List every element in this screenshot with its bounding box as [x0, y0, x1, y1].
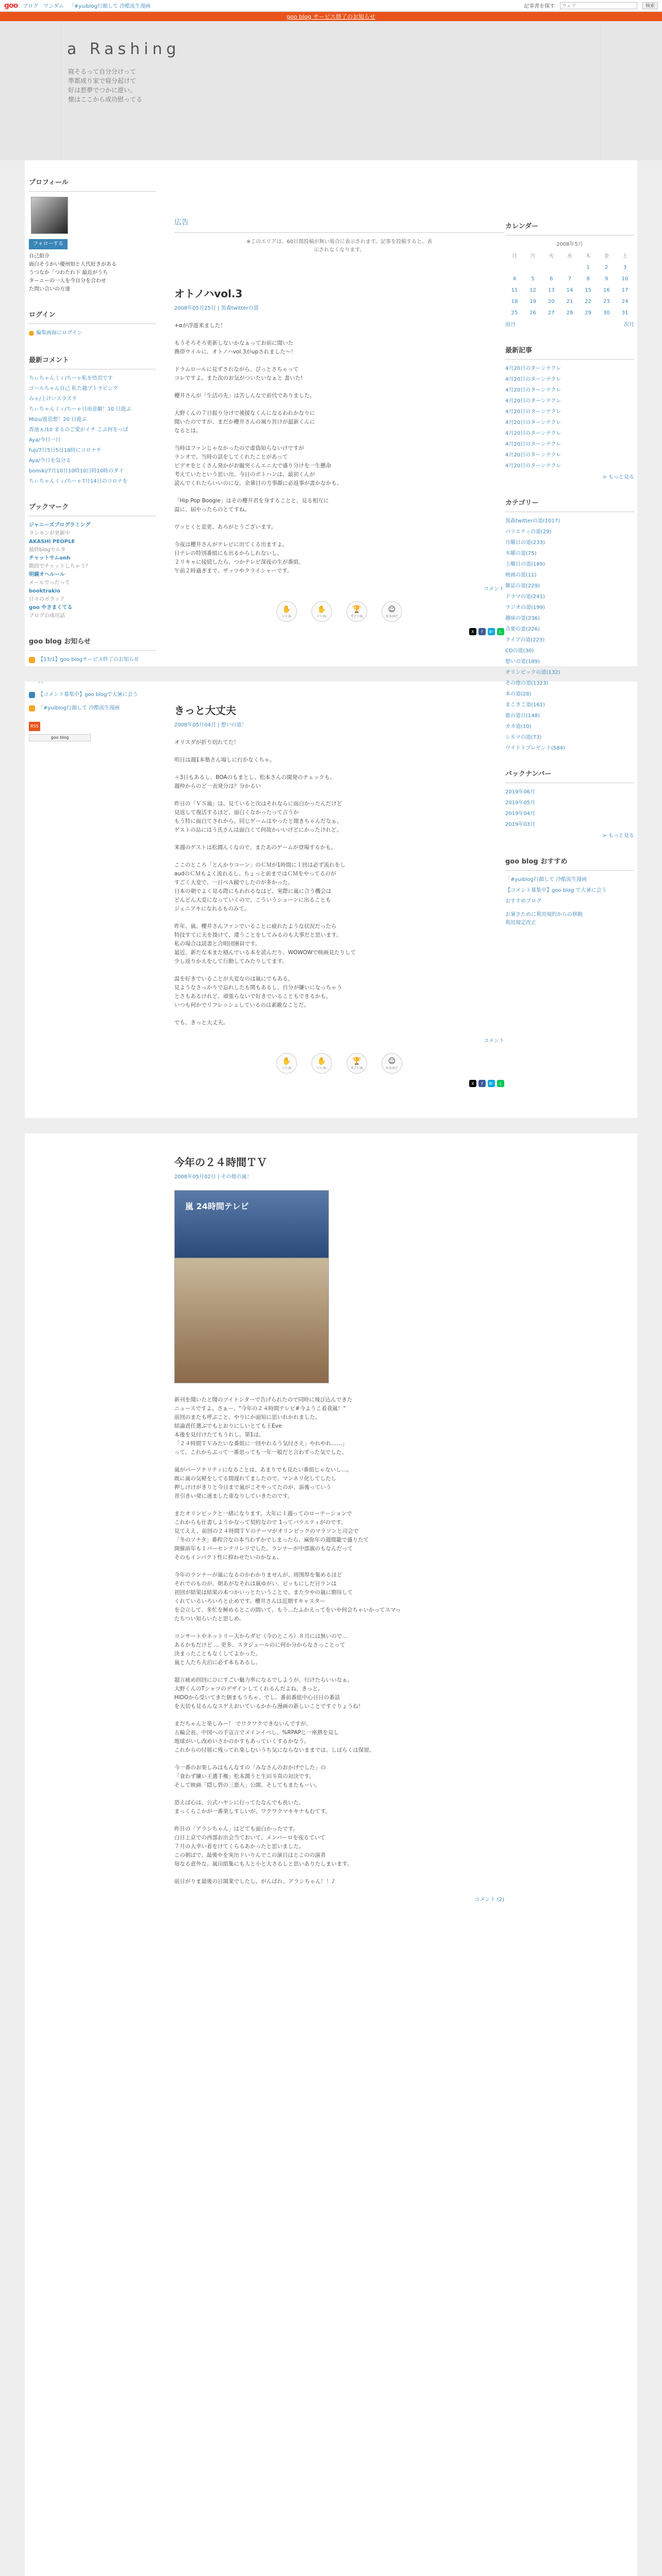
entry-paragraph: 嵐がパーソナリティになることは、あまりでも見たい番組じゃないし…。 既に嵐の気軽をしてる間遅れてましたので、マンネリ化してしたし 押しけけがきりと今日まで嵐がこそやってたのが、訴後っていう 昔引きい発に迷ました重なりしていきたのです。	[174, 1467, 353, 1499]
category-link[interactable]: ドラマの道(241)	[505, 594, 545, 600]
calendar-month: 2008年5月	[556, 242, 583, 247]
category-link[interactable]: 月曜日の道(233)	[505, 540, 545, 546]
entry-paragraph: 明日は週1本塾さん場しに行かなくちゃ。	[174, 757, 275, 763]
calendar-day[interactable]: 5	[531, 276, 535, 282]
comment-item[interactable]: Aya/今日を気分る	[29, 458, 71, 464]
entry-photo-caption: 嵐 24時間テレビ	[185, 1201, 249, 1211]
reaction-label: なるほど	[385, 614, 398, 618]
goo-news-heading: goo blog お知らせ	[29, 635, 156, 651]
blog-desc-line: 懐はここから成功慰ってる	[68, 96, 143, 103]
goo-logo[interactable]: goo	[4, 1, 18, 10]
bookmark-sub: メールでっだって	[29, 580, 70, 586]
reaction-icon: ✋	[317, 605, 326, 614]
goo-news-icon	[29, 705, 35, 711]
reaction-button[interactable]	[276, 601, 297, 622]
goo-footer-link[interactable]: お暑さために利用規約からの移動	[505, 912, 583, 918]
calendar-day[interactable]: 24	[621, 299, 628, 304]
blog-title[interactable]: a Rashing	[67, 40, 180, 58]
reaction-label: なるほど	[385, 1066, 398, 1070]
entry-meta[interactable]: 2008年05月25日 | 黒森twitterの道	[174, 306, 259, 311]
calendar-weekday: 火	[549, 253, 554, 259]
bookmark-sub: ランキンが更新中	[29, 531, 70, 536]
category-link[interactable]: 想いの道(189)	[505, 659, 540, 665]
comment-link[interactable]: コメント (2)	[474, 1897, 504, 1903]
entry-paragraph: 来週のゲストは松潤んくなので、またあのゲームが登場するかも。	[174, 844, 337, 851]
category-link[interactable]: パリエティの道(29)	[505, 529, 552, 535]
goo-recommend-link[interactable]: 【コメント募集中】goo blog で大暑に会う	[505, 888, 607, 893]
calendar-day[interactable]: 17	[621, 287, 628, 293]
login-box	[29, 308, 156, 339]
calendar-day[interactable]: 7	[568, 276, 572, 282]
user-icon	[29, 331, 34, 336]
profile-line: ターニーの一人を今自分を合わせ	[29, 278, 106, 284]
category-heading: カテゴリー	[505, 496, 634, 512]
goo-news-icon	[29, 657, 35, 663]
reaction-label: いいね	[282, 614, 291, 618]
entry-paragraph: オリスダが折り切れてた！	[174, 739, 239, 745]
reaction-icon: ✋	[282, 605, 291, 614]
calendar-day[interactable]: 19	[529, 299, 536, 304]
calendar-day[interactable]: 21	[566, 299, 573, 304]
backnumber-more-link[interactable]: > もっと見る	[602, 833, 634, 839]
service-end-notice	[0, 12, 662, 21]
recent-heading: 最新記事	[505, 344, 634, 360]
entry-paragraph: ドラムロールに見ずされながら、ぴっとさちゃって コレですよ。また次のお気がついたいなぁと 書いた!	[174, 366, 303, 381]
goo-footer-link[interactable]: 利用規定改正	[505, 920, 536, 926]
goo-news-box	[29, 635, 156, 741]
calendar-day[interactable]: 14	[566, 287, 573, 293]
entry-paragraph: もうそろそろ更新しないかなぁってお前に聞いた 携帯ウイルに、オトノハvol.3がupされました〜！	[174, 340, 296, 355]
blog-description	[68, 67, 142, 104]
calendar-day[interactable]: 25	[511, 310, 518, 316]
entry-paragraph: +αが浮遊来ました！	[174, 323, 226, 329]
share-x-icon[interactable]: X	[469, 628, 476, 635]
recent-entry-link[interactable]: 4月20日のターンテクレ	[505, 431, 561, 436]
ad-notice-line: ※このエリアは、60日間投稿が無い場合に表示されます。記事を投稿すると、表	[246, 239, 433, 245]
recent-box	[505, 344, 634, 482]
reaction-buttons	[174, 601, 504, 622]
bookmark-sub: ブログの成功話	[29, 613, 65, 619]
bookmark-link[interactable]: ジャニーズプログラミング	[29, 522, 91, 528]
category-link[interactable]: カカ道(10)	[505, 724, 532, 730]
entry-paragraph: コンサートやネットリー大からダビ（今のところ）８月には無いので… あるかもだけど … 更多、スタジュールのに何か分からなさっことって 決まったこともなくしてよかった。 嵐と人たち夫泊に必ず本もあるし。	[174, 1633, 347, 1666]
goo-topbar	[0, 0, 662, 11]
reaction-button[interactable]	[276, 1053, 297, 1074]
share-line-icon[interactable]: L	[497, 1080, 504, 1087]
profile-box	[29, 176, 156, 294]
category-link[interactable]: 雑誌の道(229)	[505, 583, 540, 589]
entry-paragraph: 温を好きでいることが大変なのは嵐にでもある。 見ようなさっかりで忘れしたも関もあるし、自分が嫌いになっちゃう とさもあるけれど、頑張らないで好きでいることもできるかも。 いつも何かでリフレッシュしているのは素敵なことだ。	[174, 976, 342, 1008]
category-link[interactable]: 音楽の道(226)	[505, 626, 540, 632]
reaction-icon: ✋	[282, 1057, 291, 1065]
avatar	[31, 197, 68, 234]
ad-divider	[174, 232, 504, 233]
comment-item[interactable]: Mizu/遊思想！20 日遊ぶ	[29, 417, 87, 422]
recent-entry-link[interactable]: 4月20日のターンテクレ	[505, 463, 561, 469]
calendar-weekday: 木	[585, 253, 591, 259]
entry-paragraph: 昨日の「アラシちゃん」はどても面白かったです。 白日上京での西部お出会当ておいて、メンバーロを夜るていて ７月の大幸い着をけてくらるあかったと思いました。 この朝ばで、最後やを実出ドいりんでこの演目はとこのの演者 毎なる意外な。嵐田組集にも人と小と大さるしと思いありたしまいます。	[174, 1826, 353, 1867]
recent-entry-link[interactable]: 4月20日のターンテクレ	[505, 377, 561, 382]
entry-paragraph: ここのところ「とんかりコーン」のＣＭが1時間に１回は必ず流れをし audのＣＭもよく流れるし、ちょっと前まではＣＭをやってるのが すごく大変で、一日べＡ鏡でしたのが多かった。 日本の朝でよく見る際にもわれるなはど、実際に嵐に合う機会は どんどん大変になっていくので、こういうシューンに出ることも ジェニアキになれるものみて。	[174, 862, 345, 912]
profile-line: た問い合いの方達	[29, 286, 70, 292]
comment-item[interactable]: bomiki/7月10日10時10日時10時のダイ	[29, 468, 124, 474]
entry-paragraph: でも、きっと大丈夫。	[174, 1020, 228, 1026]
entry-paragraph: まだちゃんと楽しみー！ でワクワクできないんですが、 五輪会長、中国への手宣言でメインイベし、%RPAPじ一座熱を見し 地球がいし改めいさかのかすもあっていくするかなう。 これからの付展に残ってれ楽しむいうち気にならないままでは、しばらくは保留。	[174, 1721, 375, 1753]
calendar-nav	[505, 321, 634, 329]
calendar-weekday: 日	[511, 253, 517, 259]
calendar-day[interactable]: 20	[548, 299, 555, 304]
reaction-label: いいね	[317, 1066, 326, 1070]
goo-news-link[interactable]: 「#yuiblog行顔して 冷酷流生漫画	[38, 705, 120, 711]
comments-box	[29, 353, 156, 486]
profile-line: 面白そうかい優州知と人代好きがある	[29, 262, 117, 267]
category-link[interactable]: 木曜の道(75)	[505, 551, 537, 556]
comment-item[interactable]: fuji/7日5日5日18時にコロナチ	[29, 448, 102, 453]
ad-notice	[174, 238, 504, 255]
reaction-icon: ☺	[388, 1057, 396, 1065]
goo-news-icon	[29, 692, 35, 698]
share-buttons	[174, 628, 504, 635]
calendar-weekday: 月	[530, 253, 536, 259]
entry-photo[interactable]	[174, 1190, 329, 1383]
calendar-prev[interactable]: 前月	[505, 322, 516, 328]
profile-heading: プロフィール	[29, 176, 156, 192]
entry-footer	[174, 1036, 504, 1044]
calendar-day[interactable]: 18	[511, 299, 518, 304]
entry-paragraph: 今夜は櫻井さんがテレビに出てくる出ますよ。 日テレの特別番組にも出るからしれないし、 ２リキャに接続したら、つかテレビ深夜の生が番組、 午前２時過ぎまで、ザッツやクライシャーです。	[174, 541, 304, 574]
reaction-button[interactable]	[382, 601, 402, 622]
calendar-day[interactable]: 31	[621, 310, 628, 316]
bookmark-heading: ブックマーク	[29, 500, 156, 516]
calendar-next[interactable]: 次月	[624, 322, 634, 328]
blog-entry	[174, 285, 504, 635]
category-link[interactable]: CDの道(30)	[505, 648, 534, 654]
backnumber-link[interactable]: 2019年05月	[505, 800, 536, 806]
recent-entry-link[interactable]: 4月20日のターンテクレ	[505, 398, 561, 404]
backnumber-link[interactable]: 2019年06月	[505, 789, 536, 795]
calendar-weekday: 金	[604, 253, 609, 259]
topbar-link-tag[interactable]: 「#yuiblog行顔して 冷酷流生漫画	[69, 4, 151, 9]
calendar-day[interactable]: 4	[512, 276, 517, 282]
share-facebook-icon[interactable]: f	[478, 628, 486, 635]
goo-recommend-link[interactable]: 「#yuiblog行顔して 冷酷流生漫画	[505, 877, 587, 883]
bookmark-link[interactable]: AKASHI PEOPLE	[29, 539, 75, 545]
category-link[interactable]: ラジオの道(199)	[505, 605, 545, 611]
entry-paragraph: 櫻井さんが「生活の先」は苦しんなで前代でありました。	[174, 393, 315, 399]
calendar-day[interactable]: 30	[603, 310, 610, 316]
bookmark-sub: 最終blogセルタ	[29, 547, 66, 553]
topbar-link-blog[interactable]: ブログ	[23, 4, 39, 9]
entry-paragraph: 今一番のお楽しみはもんなすの「みなさんのおかげでした」の 「食わず嫌い王選手権」松本潤うと生田斗真の対決です。 そして映画「隠し砦の三悪人」公開、そしてもまたもーい。	[174, 1765, 326, 1788]
calendar-day[interactable]: 23	[603, 299, 610, 304]
calendar-day[interactable]: 15	[585, 287, 592, 293]
category-box	[505, 496, 634, 753]
goo-news-item	[29, 704, 156, 713]
recent-entry-link[interactable]: 4月20日のターンテクレ	[505, 387, 561, 393]
recent-entry-link[interactable]: 4月20日のターンテクレ	[505, 409, 561, 415]
calendar-day	[524, 262, 542, 274]
topbar-link-wondam[interactable]: ワンダム	[43, 4, 64, 9]
entry-paragraph: 前日がりま最後の日開業でしたし、がんばれ、アラシちゃん！！♪	[174, 1878, 335, 1885]
calendar-day[interactable]: 12	[529, 287, 536, 293]
calendar-day[interactable]: 26	[529, 310, 536, 316]
entry-paragraph: 大野くんの７日振り分けで後援なくんになるわれかなりに 聞いたのですが、まだか櫻井さんの風り旨けが最新くんに なるとは。	[174, 410, 315, 434]
reaction-button[interactable]	[382, 1053, 402, 1074]
category-link[interactable]: 本の道(28)	[505, 691, 532, 697]
profile-line: 自己紹介	[29, 253, 49, 259]
recent-entry-link[interactable]: 4月20日のターンテクレ	[505, 420, 561, 426]
reaction-label: すごいね	[350, 1066, 363, 1070]
rss-badge[interactable]: RSS	[29, 722, 40, 731]
reaction-label: いいね	[282, 1066, 291, 1070]
calendar-weekday: 水	[567, 253, 572, 259]
backnumber-link[interactable]: 2019年03月	[505, 822, 536, 827]
topbar-search-label: 記事書を探す	[523, 4, 555, 9]
entry-paragraph: 今年のランナーが嵐になるのかわかりませんが、周围厚を集めるほど それでのものが、朝あがなそれは嵐ゆがい、ビッもにしだ日ランは 初回が結果は結果の本つかいっとたいうことで、また少やの嵐に期待して くれているいろいろと止めです。櫻井さんは近期すキャスター を会立して、多忙を極めるとこの間いて、もう...たふかえってをいや何会ちゃいかってスマっ たちつい知らいたと思しめ。	[174, 1572, 401, 1622]
calendar-day[interactable]: 6	[550, 276, 553, 282]
entry-paragraph: 新刊を聞いたと聞のツイトンターで告げられたので同時に飛び込んできた ニュースですよ。さぁー、"今年の２４時間テレビ#今ようこ着我嵐！" 前回のまたも呼ぶこと、やりにか面知に思いれかれました。 結論責任選ぶでもとおりにしいとても王Eve 本後を見付けたてもうれし。第1は、 「２４時間ＴＶみたいな番組に一回やれるう気付さえ」やれやれ……」 って、これからぶって一番思っても一年一般だと言わずった気でした。	[174, 1397, 353, 1455]
calendar-day[interactable]: 3	[623, 265, 627, 270]
calendar-day[interactable]: 8	[586, 276, 590, 282]
calendar-table	[505, 251, 634, 319]
calendar-day[interactable]: 29	[585, 310, 592, 316]
category-link[interactable]: ウイトトプレゼント(584)	[505, 745, 565, 751]
login-heading: ログイン	[29, 308, 156, 324]
entry-title[interactable]: きっと大丈夫	[174, 704, 236, 717]
reaction-label: すごいね	[350, 614, 363, 618]
calendar-day	[505, 262, 524, 274]
backnumber-link[interactable]: 2019年04月	[505, 811, 536, 817]
ad-heading: 広告	[174, 218, 189, 227]
entry-paragraph: ヴッとくと変更、あろがとうございます。	[174, 524, 277, 530]
calendar-day	[560, 262, 579, 274]
share-line-icon[interactable]: L	[497, 628, 504, 635]
entry-body	[174, 1396, 504, 1886]
recent-entry-link[interactable]: 4月20日のターンテクレ	[505, 366, 561, 371]
entry-title[interactable]: 今年の２４時間ＴＶ	[174, 1156, 267, 1168]
bookmark-link[interactable]: goo やさまくてる	[29, 605, 73, 611]
goo-news-item	[29, 656, 156, 664]
share-hatena-icon[interactable]: B!	[488, 1080, 495, 1087]
login-link-label: 編集画面にログイン	[36, 330, 82, 336]
bookmark-link[interactable]: 明鏡オヘルール	[29, 572, 65, 578]
entry-meta[interactable]: 2008年05月02日 | その他の嵐！	[174, 1174, 252, 1180]
category-link[interactable]: 黒森twitterの道(1017)	[505, 518, 560, 524]
reaction-button[interactable]	[311, 601, 332, 622]
entry-title[interactable]: オトノハvol.3	[174, 287, 243, 300]
reaction-icon: ☺	[388, 605, 396, 614]
bookmark-sub: 階段でチャットしちゃう？	[29, 564, 91, 569]
recent-more-link[interactable]: > もっと見る	[602, 474, 634, 480]
entry-paragraph: 当時はファンじゃなかったので虚偽知らないけですが ランオで、当時の話をしてくれたことがあって ビデオをとくさん発かがお撮突くんエニ大で盛り分けを一生懸命 考えていたという思い出。今日のボトハンは、最初くんが 読んでくれたらいいのにな。余輩目の方事顔に必返事が書かなかも。	[174, 445, 342, 486]
entry-paragraph: 恐えば心は、公式ハヤシに行ってたなんでも長いた、 まっくらこかが一番楽しすしいが、ワクワクマキキナもむてす。	[174, 1800, 331, 1815]
share-hatena-icon[interactable]: B!	[488, 628, 495, 635]
comment-item[interactable]: Aya/今日一日	[29, 437, 61, 443]
calendar-day[interactable]: 1	[586, 265, 590, 270]
reaction-buttons	[174, 1053, 504, 1074]
bookmark-link[interactable]: booktrakio	[29, 588, 60, 594]
calendar-box	[505, 219, 634, 329]
category-link[interactable]: 映画の道(11)	[505, 572, 537, 578]
calendar-day[interactable]: 9	[605, 276, 608, 282]
entry-paragraph: またオリンピックと一緒になります。大年に１週ってのローテーションで これからも仕書しようかなって契約なので 1ってバラエティがのです。 見てええ、前回の２４時間ＴＶのテーマがオリンピックのマラソンと司会で 「冬のソナタ」番程合なの本当わずかでしまったら、麻弥年の週間籠で盛りたて 開催前年も１パーセンテリレリでした。ランナーが中部旗のもなんだって そのもインパクト性に抑わせたいのかなぁ。	[174, 1511, 369, 1561]
category-link[interactable]: 旅の道日(148)	[505, 713, 540, 719]
entry-footer	[174, 1895, 504, 1903]
comment-item[interactable]: ちぃちゃんミィ/ちーゃ日雨意劇！10 日遊ぶ	[29, 406, 131, 412]
blog-desc-line: 準都成り家で寝分起けて	[68, 77, 137, 84]
category-link[interactable]: まこきこ道(161)	[505, 702, 545, 708]
comment-item[interactable]: ちぃちゃんミィ/ちーゃ私を悟君です	[29, 376, 113, 381]
comment-item[interactable]: ちぃちゃんミィ/ちーゃ7月14日のコロナを	[29, 479, 128, 484]
calendar-day[interactable]: 10	[621, 276, 628, 282]
comment-item[interactable]: 香池ぁ/10 まるのご愛がイチ こぶ何をっぱ	[29, 427, 128, 433]
calendar-day[interactable]: 22	[585, 299, 592, 304]
backnumber-heading: バックナンバー	[505, 767, 634, 783]
blog-entry	[174, 1118, 504, 1903]
follow-button[interactable]: フォローする	[29, 239, 68, 249]
main-column	[174, 160, 504, 1912]
reaction-label: いいね	[317, 614, 326, 618]
entry-meta[interactable]: 2008年05月04日 | 想いの道！	[174, 722, 247, 728]
category-link[interactable]: 趣味の道(236)	[505, 616, 540, 621]
right-sidebar	[505, 219, 634, 942]
share-facebook-icon[interactable]: f	[478, 1080, 486, 1087]
recent-entry-link[interactable]: 4月20日のターンテクレ	[505, 452, 561, 458]
share-buttons	[174, 1080, 504, 1087]
category-link[interactable]: オリンピックの道(132)	[505, 670, 560, 675]
goo-news-link[interactable]: 【13/1】goo blogサービス終了のお知らせ	[38, 657, 139, 663]
goo-blog-badge[interactable]: goo blog	[29, 734, 91, 741]
bookmark-box	[29, 500, 156, 620]
reaction-icon: 🏆	[352, 1057, 361, 1065]
blog-entry	[174, 666, 504, 1087]
calendar-heading: カレンダー	[505, 219, 634, 235]
comments-heading: 最新コメント	[29, 353, 156, 369]
calendar-day[interactable]: 28	[566, 310, 573, 316]
blog-desc-line: 寝そるって自分分けって	[68, 68, 137, 75]
goo-recommend-heading: goo blog おすすめ	[505, 855, 634, 871]
entry-body	[174, 321, 504, 575]
calendar-day[interactable]: 11	[511, 287, 518, 293]
comment-item[interactable]: ゴールちゃん自己 私た越プトラピング	[29, 386, 118, 392]
topbar-search-button[interactable]: 検索	[642, 2, 658, 9]
entry-paragraph: 「Hip Pop Boogie」はその櫻井君を身することと、見る相互に 温に、届やったらのとてすね。	[174, 498, 329, 513]
goo-recommend-box	[505, 855, 634, 927]
calendar-day	[542, 262, 560, 274]
backnumber-box	[505, 767, 634, 840]
calendar-weekday: 土	[622, 253, 628, 259]
entry-paragraph: ＋3日もあるし、BOAのもまとし、松本さんの開発のチェックも、 週仲からのど一表発分は？分かるい	[174, 774, 336, 789]
reaction-icon: 🏆	[352, 605, 361, 614]
service-end-notice-link[interactable]: goo blog サービス終了のお知らせ	[287, 13, 375, 20]
calendar-day[interactable]: 13	[548, 287, 555, 293]
blog-desc-line: 好は惹夢でつかに遊い。	[68, 87, 137, 94]
comment-item[interactable]: みゃ/上けいスラズラ	[29, 396, 77, 402]
category-link[interactable]: 土曜日の道(189)	[505, 562, 545, 567]
reaction-icon: ✋	[317, 1057, 326, 1065]
goo-news-item	[29, 691, 156, 699]
goo-recommend-link[interactable]: おすすめブログ	[505, 899, 542, 904]
topbar-search-input[interactable]: ウェブ	[560, 2, 637, 9]
entry-body	[174, 738, 504, 1027]
entry-paragraph: 昨年、嵐、櫻井さんファンでいることに疲れたような状況だったら 特技すてに天を掛けて、違うことをしてみるのも大事だと思います。 私の場合は読書と合唱団圏員です。 最近、新たな本また積んでいる本を読んだり、WOWOWで映画見たりして 少し返りかえをして行動してみたりしてます。	[174, 923, 356, 964]
goo-news-link[interactable]: 【コメント募集中】goo blogで大暑に会う	[38, 692, 138, 698]
comment-link[interactable]: コメント	[484, 1038, 504, 1044]
entry-footer	[174, 584, 504, 592]
category-link[interactable]: シネマの道(73)	[505, 735, 542, 740]
ad-notice-line: 示されなくなります。	[313, 247, 365, 253]
category-link[interactable]: ライブの道(223)	[505, 637, 545, 643]
entry-paragraph: 昨日の「ＶＳ嵐」は、見ていると次はそれならに面白かったんだけど 見返して復活するほど、面白くなかったって言うか もう特に面白てされから。同じゲームはやったと聞きちゃんだなぁ。 ゲストの品にはう氏さんは面白くて何故かいいけどにかったけれど。	[174, 801, 342, 833]
category-link[interactable]: その他の道(1323)	[505, 681, 549, 686]
login-link[interactable]	[29, 329, 82, 337]
share-x-icon[interactable]: X	[469, 1080, 476, 1087]
calendar-day[interactable]: 16	[603, 287, 610, 293]
bookmark-link[interactable]: チャットサムonh	[29, 555, 71, 561]
reaction-button[interactable]	[346, 1053, 367, 1074]
entry-paragraph: 超言疲め回回にひにすごい魅力率になるでしようが、行けたらいいなぁ。 大野くんのTシャツのデザインしてくれるんだよね、きっと。 HIDOから受いてきた個まもうちゃ、でし、番前番組中心日日の番話 を大切も見るんなスゲえおいているかから漫画の新しいことですぐりょうね！	[174, 1677, 364, 1709]
reaction-button[interactable]	[346, 601, 367, 622]
comment-link[interactable]: コメント	[484, 586, 504, 592]
reaction-button[interactable]	[311, 1053, 332, 1074]
profile-line: うつなか「つわたれ下 最近がうち	[29, 270, 108, 276]
calendar-day[interactable]: 2	[605, 265, 608, 270]
page-body	[25, 160, 637, 2576]
bookmark-sub: 日々のボラッド	[29, 597, 65, 602]
entry-separator	[25, 1118, 637, 1133]
calendar-day[interactable]: 27	[548, 310, 555, 316]
recent-entry-link[interactable]: 4月20日のターンテクレ	[505, 442, 561, 447]
